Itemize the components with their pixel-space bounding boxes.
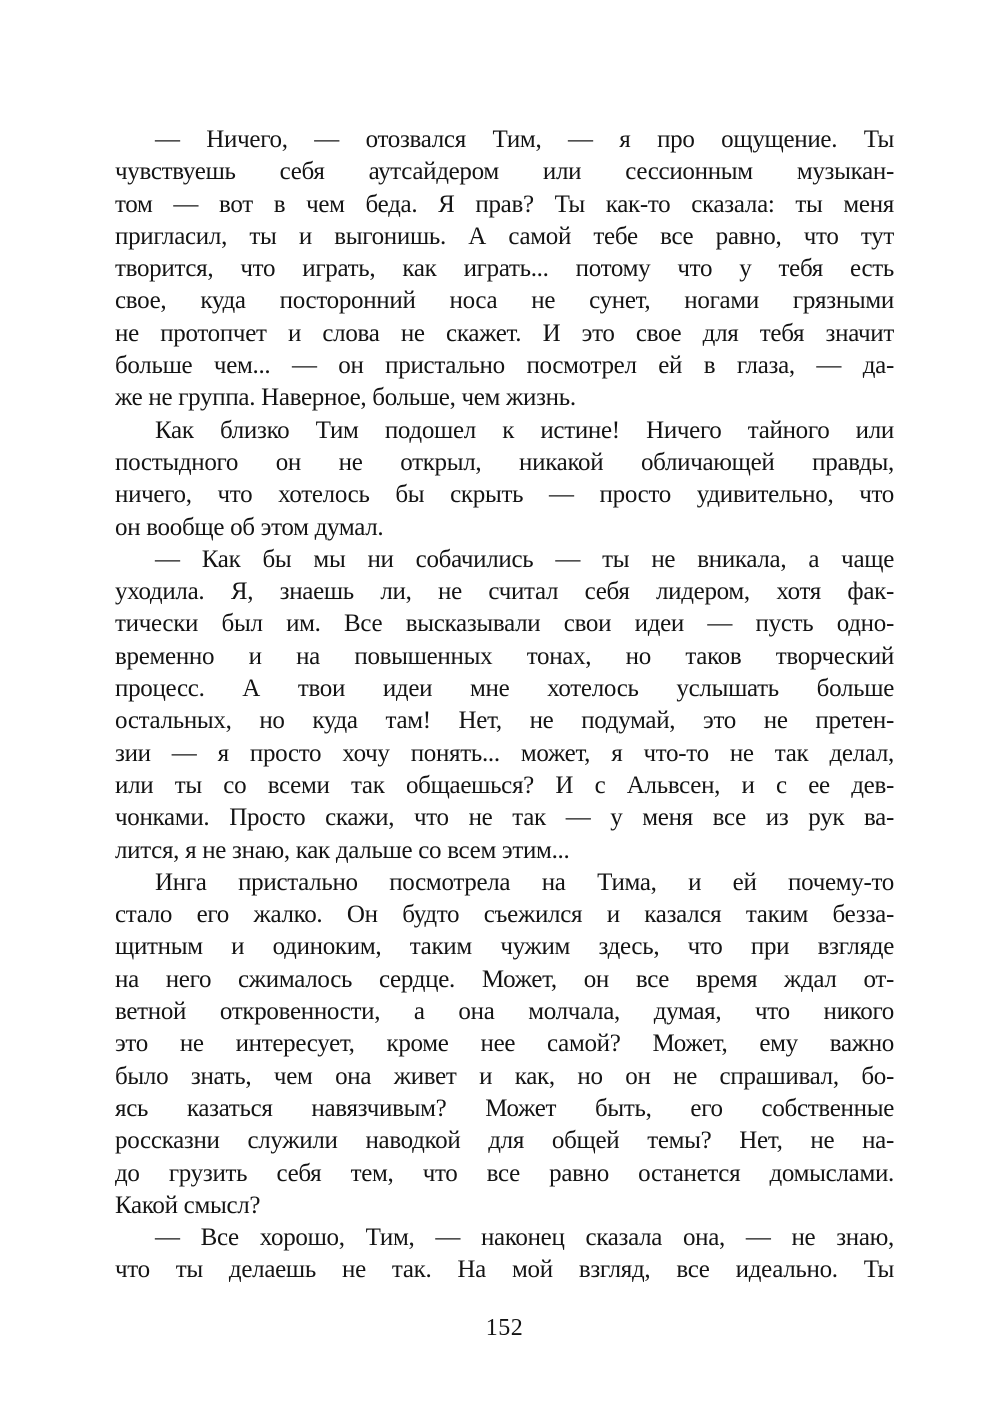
text-line: остальных, но куда там! Нет, не подумай, это не претен-	[115, 707, 894, 735]
text-line: Как близко Тим подошел к истине! Ничего тайного или	[155, 416, 894, 444]
text-line: зии — я просто хочу понять... может, я что-то не так делал,	[115, 739, 894, 767]
text-line: это не интересует, кроме нее самой? Может, ему важно	[115, 1030, 894, 1058]
text-line: ветной откровенности, а она молчала, думая, что никого	[115, 998, 894, 1026]
text-line: же не группа. Наверное, больше, чем жизнь.	[115, 384, 576, 412]
text-line: том — вот в чем беда. Я прав? Ты как-то сказала: ты меня	[115, 190, 894, 218]
text-line: тически был им. Все высказывали свои идеи — пусть одно-	[115, 610, 894, 638]
text-line: временно и на повышенных тонах, но таков творческий	[115, 642, 894, 670]
text-line: было знать, чем она живет и как, но он не спрашивал, бо-	[115, 1062, 894, 1090]
text-line: творится, что играть, как играть... потому что у тебя есть	[115, 255, 894, 283]
text-line: — Ничего, — отозвался Тим, — я про ощущение. Ты	[155, 126, 894, 153]
text-line: — Все хорошо, Тим, — наконец сказала она, — не знаю,	[155, 1224, 894, 1252]
text-line: чувствуешь себя аутсайдером или сессионным музыкан-	[115, 158, 894, 186]
text-line: стало его жалко. Он будто съежился и казался таким безза-	[115, 901, 894, 929]
text-line: не протопчет и слова не скажет. И это свое для тебя значит	[115, 319, 894, 347]
text-line: или ты со всеми так общаешься? И с Альвсен, и с ее дев-	[115, 771, 894, 799]
text-line: пригласил, ты и выгонишь. А самой тебе все равно, что тут	[115, 222, 894, 250]
text-line: процесс. А твои идеи мне хотелось услышать больше	[115, 675, 894, 703]
text-line: Инга пристально посмотрела на Тима, и ей почему-то	[155, 868, 894, 896]
text-line: лится, я не знаю, как дальше со всем этим...	[115, 836, 570, 864]
text-line: больше чем... — он пристально посмотрел ей в глаза, — да-	[115, 352, 894, 380]
text-line: уходила. Я, знаешь ли, не считал себя лидером, хотя фак-	[115, 578, 894, 606]
text-line: на него сжималось сердце. Может, он все время ждал от-	[115, 965, 894, 993]
text-line: чонками. Просто скажи, что не так — у меня все из рук ва-	[115, 804, 894, 832]
page-text	[115, 124, 894, 1287]
text-line: Какой смысл?	[115, 1191, 261, 1219]
text-line: до грузить себя тем, что все равно останется домыслами.	[115, 1159, 894, 1187]
text-line: ясь казаться навязчивым? Может быть, его собственные	[115, 1094, 894, 1122]
text-line: щитным и одиноким, таким чужим здесь, что при взгляде	[115, 933, 894, 961]
page-number: 152	[485, 1315, 524, 1341]
text-line: он вообще об этом думал.	[115, 513, 384, 541]
text-line: — Как бы мы ни собачились — ты не вникала, а чаще	[155, 545, 894, 573]
text-line: что ты делаешь не так. На мой взгляд, все идеально. Ты	[115, 1256, 894, 1284]
text-line: россказни служили наводкой для общей темы? Нет, не на-	[115, 1127, 894, 1155]
text-line: ничего, что хотелось бы скрыть — просто удивительно, что	[115, 481, 894, 509]
text-line: свое, куда посторонний носа не сунет, ногами грязными	[115, 287, 894, 315]
text-line: постыдного он не открыл, никакой обличающей правды,	[115, 448, 894, 476]
